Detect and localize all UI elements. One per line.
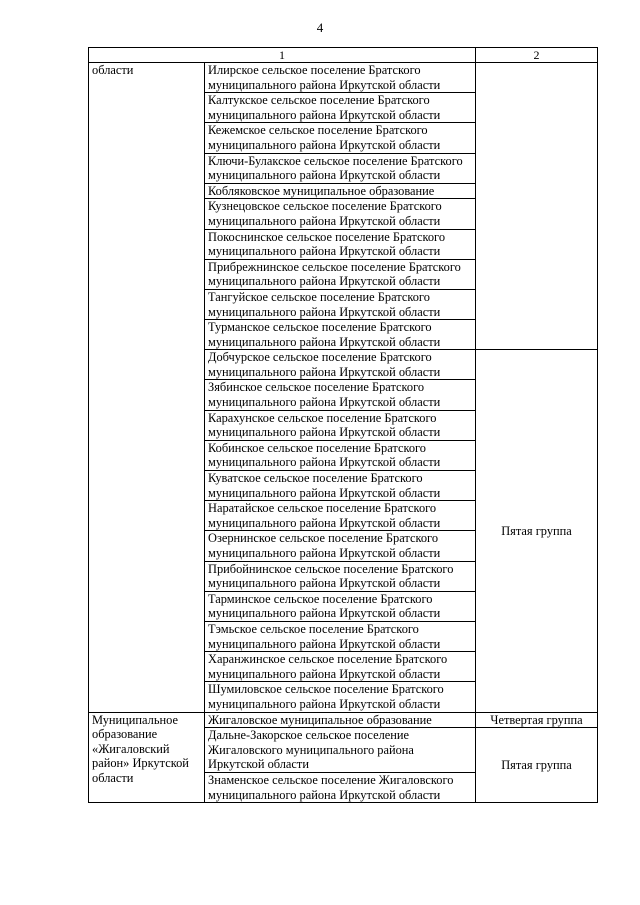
- header-col-2: 2: [476, 48, 598, 63]
- settlement-name: Куватское сельское поселение Братского муниципального района Иркутской области: [205, 471, 476, 501]
- settlement-name: Дальне-Закорское сельское поселение Жигаловского муниципального района Иркутской области: [205, 728, 476, 773]
- settlement-name: Кежемское сельское поселение Братского муниципального района Иркутской области: [205, 123, 476, 153]
- settlements-table: [88, 47, 598, 803]
- settlement-name: Прибойнинское сельское поселение Братского муниципального района Иркутской области: [205, 561, 476, 591]
- settlement-name: Жигаловское муниципальное образование: [205, 712, 476, 728]
- settlement-name: Калтукское сельское поселение Братского муниципального района Иркутской области: [205, 93, 476, 123]
- table-row: [89, 63, 598, 93]
- table-row: [89, 712, 598, 728]
- settlement-name: Зябинское сельское поселение Братского муниципального района Иркутской области: [205, 380, 476, 410]
- settlement-name: Харанжинское сельское поселение Братского муниципального района Иркутской области: [205, 652, 476, 682]
- settlement-name: Шумиловское сельское поселение Братского муниципального района Иркутской области: [205, 682, 476, 712]
- municipality-cell: Муниципальное образование «Жигаловский район» Иркутской области: [89, 712, 205, 803]
- group-cell: Пятая группа: [476, 350, 598, 712]
- region-cell: области: [89, 63, 205, 713]
- settlement-name: Добчурское сельское поселение Братского муниципального района Иркутской области: [205, 350, 476, 380]
- group-cell: Пятая группа: [476, 728, 598, 803]
- settlement-name: Прибрежнинское сельское поселение Братского муниципального района Иркутской области: [205, 259, 476, 289]
- settlement-name: Кобинское сельское поселение Братского муниципального района Иркутской области: [205, 440, 476, 470]
- header-row: [89, 48, 598, 63]
- settlement-name: Покоснинское сельское поселение Братского муниципального района Иркутской области: [205, 229, 476, 259]
- settlement-name: Илирское сельское поселение Братского муниципального района Иркутской области: [205, 63, 476, 93]
- settlement-name: Кобляковское муниципальное образование: [205, 183, 476, 199]
- settlement-name: Ключи-Булакское сельское поселение Братского муниципального района Иркутской области: [205, 153, 476, 183]
- settlement-name: Знаменское сельское поселение Жигаловского муниципального района Иркутской области: [205, 772, 476, 802]
- settlement-name: Наратайское сельское поселение Братского муниципального района Иркутской области: [205, 501, 476, 531]
- table-body: [89, 48, 598, 803]
- page-number: 4: [316, 20, 324, 35]
- settlement-name: Тарминское сельское поселение Братского муниципального района Иркутской области: [205, 591, 476, 621]
- group-cell-empty: [476, 63, 598, 350]
- settlement-name: Турманское сельское поселение Братского муниципального района Иркутской области: [205, 320, 476, 350]
- settlement-name: Тангуйское сельское поселение Братского муниципального района Иркутской области: [205, 289, 476, 319]
- header-col-1: 1: [89, 48, 476, 63]
- group-cell: Четвертая группа: [476, 712, 598, 728]
- settlement-name: Озернинское сельское поселение Братского муниципального района Иркутской области: [205, 531, 476, 561]
- settlement-name: Тэмьское сельское поселение Братского муниципального района Иркутской области: [205, 621, 476, 651]
- settlement-name: Кузнецовское сельское поселение Братского муниципального района Иркутской области: [205, 199, 476, 229]
- settlement-name: Карахунское сельское поселение Братского муниципального района Иркутской области: [205, 410, 476, 440]
